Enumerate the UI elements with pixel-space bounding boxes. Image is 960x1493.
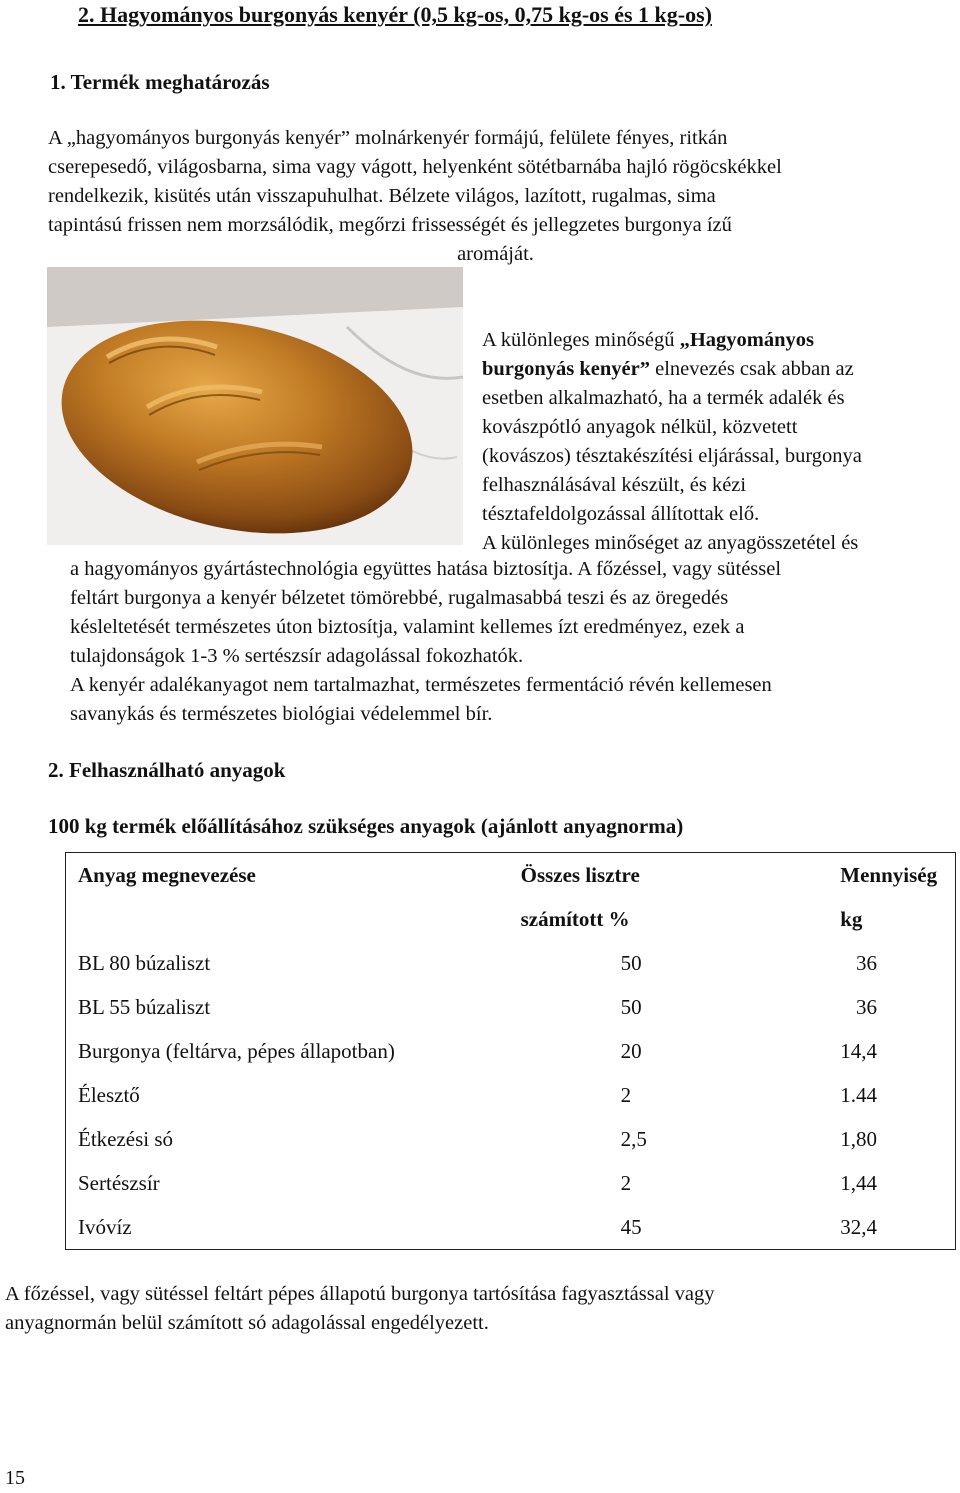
cell-quantity: 1,80 (840, 1126, 877, 1151)
side-text: A különleges minőségű (482, 329, 680, 351)
table-row (66, 1117, 956, 1161)
section-heading-product-definition: 1. Termék meghatározás (50, 70, 270, 94)
intro-line: tapintású frissen nem morzsálódik, megőrzi frissességét és jellegzetes burgonya ízű (48, 214, 732, 236)
cell-percent: 50 (620, 994, 642, 1019)
table-row (66, 1205, 956, 1249)
note-line: anyagnormán belül számított só adagolással engedélyezett. (5, 1312, 489, 1334)
cont-line: tulajdonságok 1-3 % sertészsír adagolással fokozhatók. (70, 645, 524, 667)
note-line: A főzéssel, vagy sütéssel feltárt pépes állapotú burgonya tartósítása fagyasztással vagy (5, 1283, 715, 1305)
intro-paragraph (48, 124, 943, 269)
side-line: tésztafeldolgozással állítottak elő. (482, 503, 760, 525)
product-name-bold: „Hagyományos (679, 329, 814, 351)
page-number: 15 (5, 1467, 25, 1489)
intro-line: rendelkezik, kisütés után visszapuhulhat. Bélzete világos, lazított, rugalmas, sima (48, 185, 716, 207)
cont-line: savanykás és természetes biológiai védelemmel bír. (70, 703, 493, 725)
table-row (66, 1073, 956, 1117)
cell-name: Burgonya (feltárva, pépes állapotban) (78, 1038, 395, 1063)
cell-percent: 50 (620, 950, 642, 975)
continued-paragraph (70, 555, 950, 729)
cell-quantity: 32,4 (840, 1214, 877, 1239)
cont-line: A kenyér adalékanyagot nem tartalmazhat, természetes fermentáció révén kellemesen (70, 674, 772, 696)
header-material-name: Anyag megnevezése (78, 863, 256, 887)
cell-percent: 2 (620, 1082, 632, 1107)
special-quality-paragraph (482, 326, 952, 558)
side-line: kovászpótló anyagok nélkül, közvetett (482, 416, 798, 438)
cell-name: BL 55 búzaliszt (78, 994, 211, 1019)
cell-name: BL 80 búzaliszt (78, 950, 211, 975)
cell-name: Élesztő (78, 1082, 140, 1107)
cell-percent: 2,5 (620, 1126, 647, 1151)
table-row (66, 941, 956, 985)
side-line: esetben alkalmazható, ha a termék adalék és (482, 387, 845, 409)
side-text: elnevezés csak abban az (650, 358, 854, 380)
cell-quantity: 1.44 (840, 1082, 877, 1107)
cell-quantity: 14,4 (840, 1038, 877, 1063)
cont-line: késleltetését természetes úton biztosítja, valamint kellemes ízt eredményez, ezek a (70, 616, 745, 638)
preservation-note (5, 1280, 955, 1338)
section-heading-materials: 2. Felhasználható anyagok (48, 758, 286, 782)
table-row (66, 985, 956, 1029)
document-title: 2. Hagyományos burgonyás kenyér (0,5 kg-os, 0,75 kg-os és 1 kg-os) (78, 2, 712, 27)
intro-line: A „hagyományos burgonyás kenyér” molnárkenyér formájú, felülete fényes, ritkán (48, 127, 728, 149)
table-row (66, 1029, 956, 1073)
cell-name: Étkezési só (78, 1126, 174, 1151)
product-name-bold: burgonyás kenyér” (482, 358, 651, 380)
cell-quantity: 1,44 (840, 1170, 877, 1195)
cell-quantity: 36 (856, 994, 877, 1019)
intro-line: cserepesedő, világosbarna, sima vagy vágott, helyenként sötétbarnába hajló rögöcskékkel (48, 156, 782, 178)
cont-line: feltárt burgonya a kenyér bélzetet tömörebbé, rugalmasabbá teszi és az öregedés (70, 587, 729, 609)
cell-name: Sertészsír (78, 1170, 160, 1195)
cell-percent: 20 (620, 1038, 642, 1063)
side-line: A különleges minőséget az anyagösszetétel és (482, 532, 859, 554)
side-line: felhasználásával készült, és kézi (482, 474, 747, 496)
table-title: 100 kg termék előállításához szükséges anyagok (ajánlott anyagnorma) (48, 814, 684, 838)
cell-percent: 2 (620, 1170, 632, 1195)
cont-line: a hagyományos gyártástechnológia együttes hatása biztosítja. A főzéssel, vagy sütéssel (70, 558, 782, 580)
intro-line: aromáját. (457, 243, 534, 265)
table-row (66, 1161, 956, 1205)
header-quantity: Mennyiség kg (840, 863, 938, 931)
materials-table (65, 852, 956, 1250)
side-line: (kovászos) tésztakészítési eljárással, burgonya (482, 445, 862, 467)
table-header-row (66, 853, 956, 942)
header-percent: Összes lisztre számított % (520, 863, 640, 931)
cell-quantity: 36 (856, 950, 877, 975)
bread-photo (47, 267, 463, 545)
cell-percent: 45 (620, 1214, 642, 1239)
cell-name: Ivóvíz (78, 1214, 132, 1239)
